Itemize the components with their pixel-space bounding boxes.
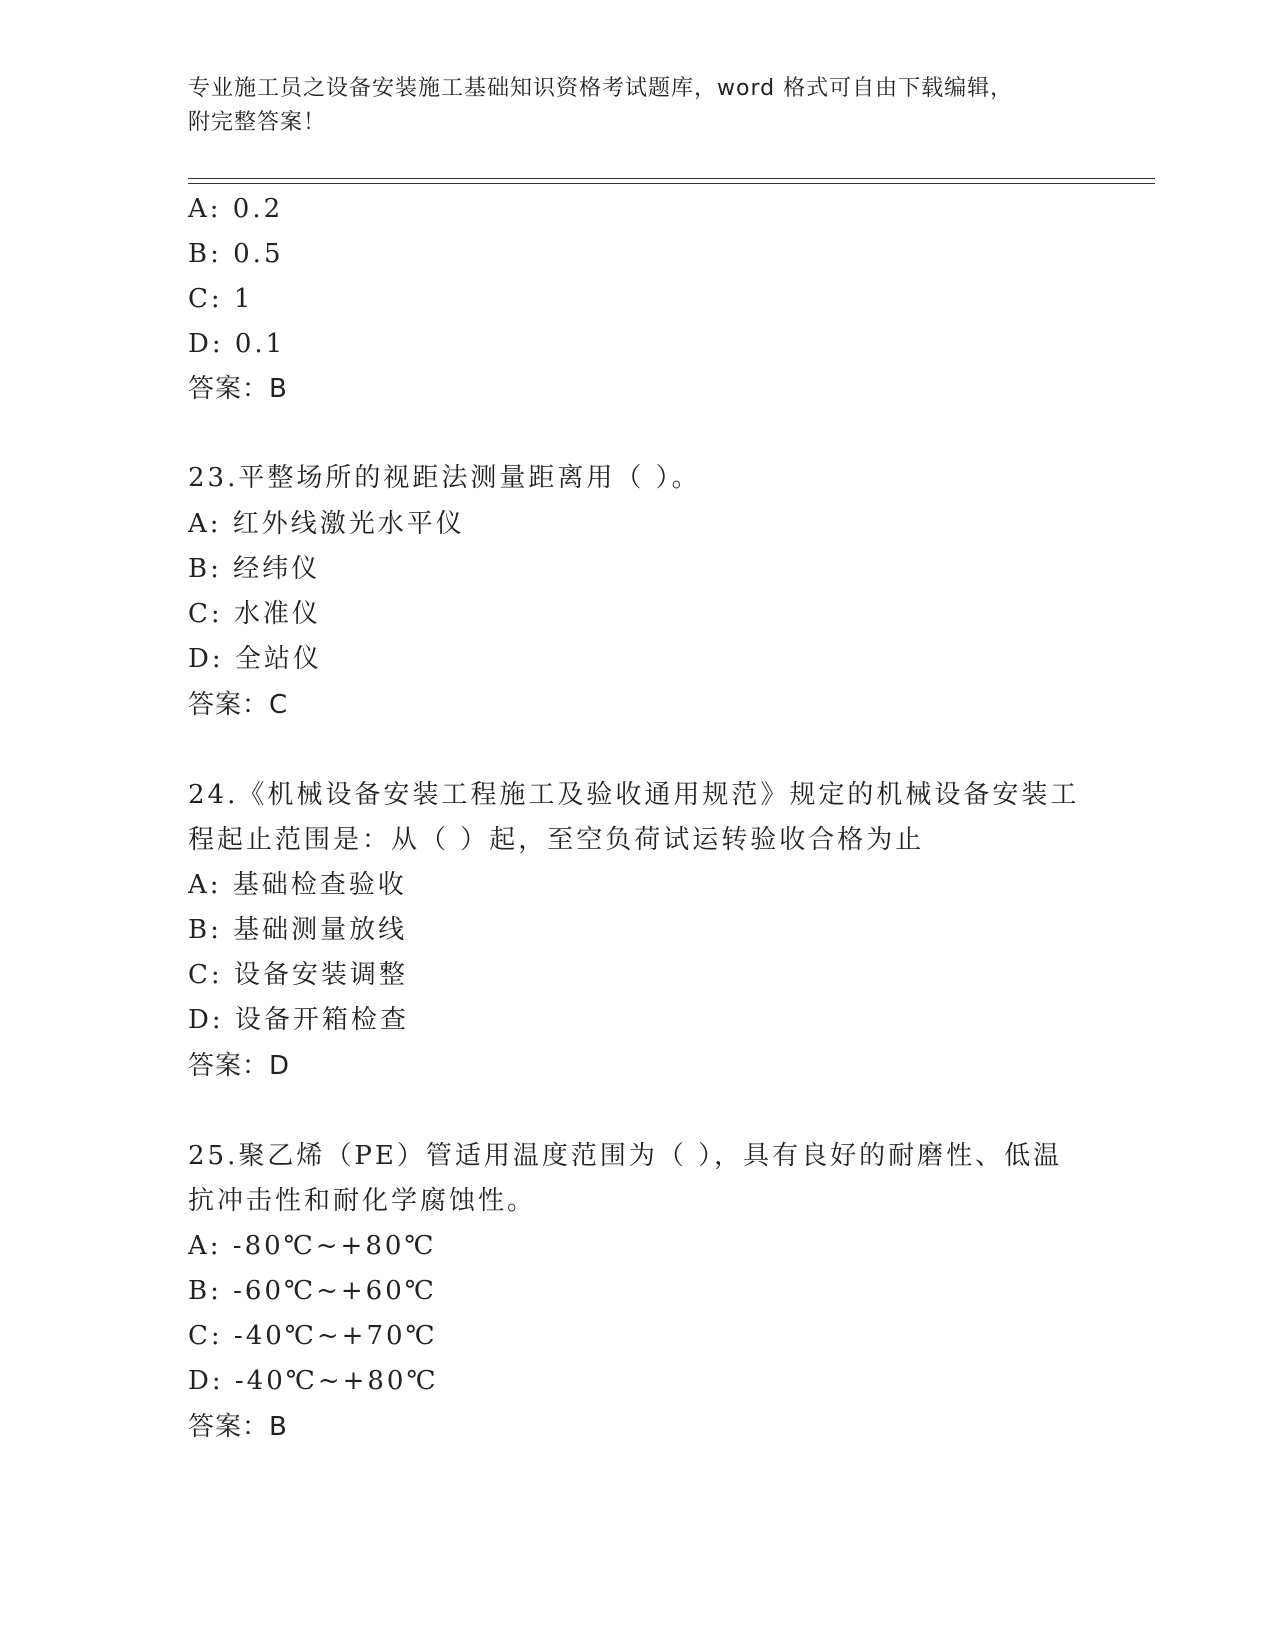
q25-option-c: C: -40℃~+70℃ bbox=[188, 1321, 438, 1351]
q24-question-line-1: 24.《机械设备安装工程施工及验收通用规范》规定的机械设备安装工 bbox=[188, 780, 1080, 810]
q25-option-b: B: -60℃~+60℃ bbox=[188, 1276, 437, 1306]
q22-answer: 答案：B bbox=[188, 374, 288, 404]
q23-option-a: A: 红外线激光水平仪 bbox=[188, 509, 465, 539]
q24-option-a: A: 基础检查验收 bbox=[188, 870, 407, 900]
q22-option-a: A: 0.2 bbox=[188, 194, 284, 224]
header-divider-bottom bbox=[188, 183, 1155, 184]
q24-option-b: B: 基础测量放线 bbox=[188, 915, 408, 945]
q23-answer: 答案：C bbox=[188, 690, 289, 720]
header-divider-top bbox=[188, 178, 1155, 179]
document-header bbox=[188, 72, 1088, 140]
q22-option-c: C: 1 bbox=[188, 284, 254, 314]
q23-question: 23.平整场所的视距法测量距离用（ ）。 bbox=[188, 463, 701, 493]
q23-option-b: B: 经纬仪 bbox=[188, 554, 321, 584]
q25-question-line-1: 25.聚乙烯（PE）管适用温度范围为（ ），具有良好的耐磨性、低温 bbox=[188, 1141, 1063, 1171]
q25-option-d: D: -40℃~+80℃ bbox=[188, 1366, 439, 1396]
header-title-line-2: 附完整答案！ bbox=[188, 110, 327, 135]
q23-option-d: D: 全站仪 bbox=[188, 644, 322, 674]
q24-option-c: C: 设备安装调整 bbox=[188, 960, 408, 990]
q25-option-a: A: -80℃~+80℃ bbox=[188, 1231, 437, 1261]
q24-answer: 答案：D bbox=[188, 1051, 291, 1081]
q23-option-c: C: 水准仪 bbox=[188, 599, 321, 629]
q25-answer: 答案：B bbox=[188, 1412, 288, 1442]
q24-question-line-2: 程起止范围是：从（ ）起，至空负荷试运转验收合格为止 bbox=[188, 825, 925, 855]
q22-option-b: B: 0.5 bbox=[188, 239, 284, 269]
header-title-line-1: 专业施工员之设备安装施工基础知识资格考试题库，word 格式可自由下载编辑， bbox=[188, 76, 1014, 101]
q24-option-d: D: 设备开箱检查 bbox=[188, 1005, 409, 1035]
q22-option-d: D: 0.1 bbox=[188, 329, 286, 359]
q25-question-line-2: 抗冲击性和耐化学腐蚀性。 bbox=[188, 1186, 537, 1216]
